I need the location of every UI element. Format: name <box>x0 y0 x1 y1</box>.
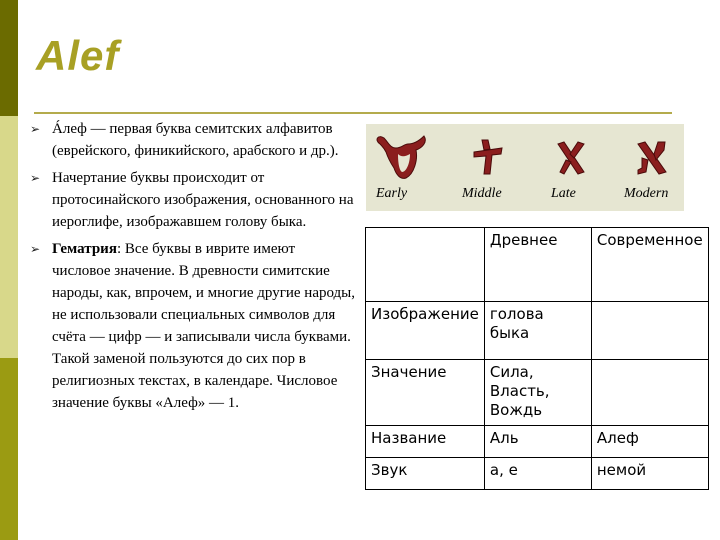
table-header-cell: Современное <box>591 228 708 302</box>
title-divider <box>34 112 672 114</box>
arrowhead-bullet-icon: ➢ <box>30 122 41 136</box>
table-cell: немой <box>591 458 708 490</box>
table-cell: а, е <box>484 458 591 490</box>
accent-bar-top <box>0 0 18 116</box>
table-cell: Аль <box>484 426 591 458</box>
table-header-cell: Древнее <box>484 228 591 302</box>
arrowhead-bullet-icon: ➢ <box>30 171 41 185</box>
slide-title: Alef <box>36 32 120 79</box>
early-alef-glyph-icon <box>372 134 432 184</box>
accent-bar-middle <box>0 116 18 358</box>
bullet-term: Гематрия <box>52 241 117 257</box>
table-row <box>366 360 709 426</box>
table-row-label: Звук <box>366 458 485 490</box>
bullet-item <box>30 167 355 233</box>
letter-evolution-image <box>366 124 684 211</box>
table-cell <box>591 302 708 360</box>
table-row-label: Изображение <box>366 302 485 360</box>
bullet-list <box>30 118 355 419</box>
bullet-text: Начертание буквы происходит от протосинайского изображения, основанного на иероглифе, изображавшем голову быка. <box>52 170 354 230</box>
table-row <box>366 458 709 490</box>
late-alef-glyph-icon <box>552 134 592 184</box>
table-row <box>366 302 709 360</box>
bullet-item <box>30 118 355 162</box>
bullet-item <box>30 238 355 414</box>
table-row <box>366 426 709 458</box>
table-cell <box>366 228 485 302</box>
bullet-text: : Все буквы в иврите имеют числовое значение. В древности симитские народы, как, впрочем, и многие другие народы, не использовали специальных символов для счёта — цифр — и записывали числа буквами. Такой заменой пользуются до сих пор в религиозных текстах, в календаре. Числовое значение буквы «Алеф» — 1. <box>52 241 356 411</box>
table-cell: Алеф <box>591 426 708 458</box>
table-cell: Сила, Власть, Вождь <box>484 360 591 426</box>
arrowhead-bullet-icon: ➢ <box>30 242 41 256</box>
letter-label-early: Early <box>376 186 408 201</box>
table-cell <box>591 360 708 426</box>
modern-alef-glyph-icon <box>632 134 672 184</box>
bullet-text: Áлеф — первая буква семитских алфавитов (еврейского, финикийского, арабского и др.). <box>52 121 339 159</box>
letter-label-late: Late <box>551 186 576 201</box>
middle-alef-glyph-icon <box>468 134 508 184</box>
letter-label-modern: Modern <box>624 186 669 201</box>
table-header-row <box>366 228 709 302</box>
accent-bar-bottom <box>0 358 18 540</box>
table-row-label: Название <box>366 426 485 458</box>
letter-label-middle: Middle <box>462 186 502 201</box>
table-cell: голова быка <box>484 302 591 360</box>
alef-comparison-table <box>365 227 709 490</box>
table-row-label: Значение <box>366 360 485 426</box>
